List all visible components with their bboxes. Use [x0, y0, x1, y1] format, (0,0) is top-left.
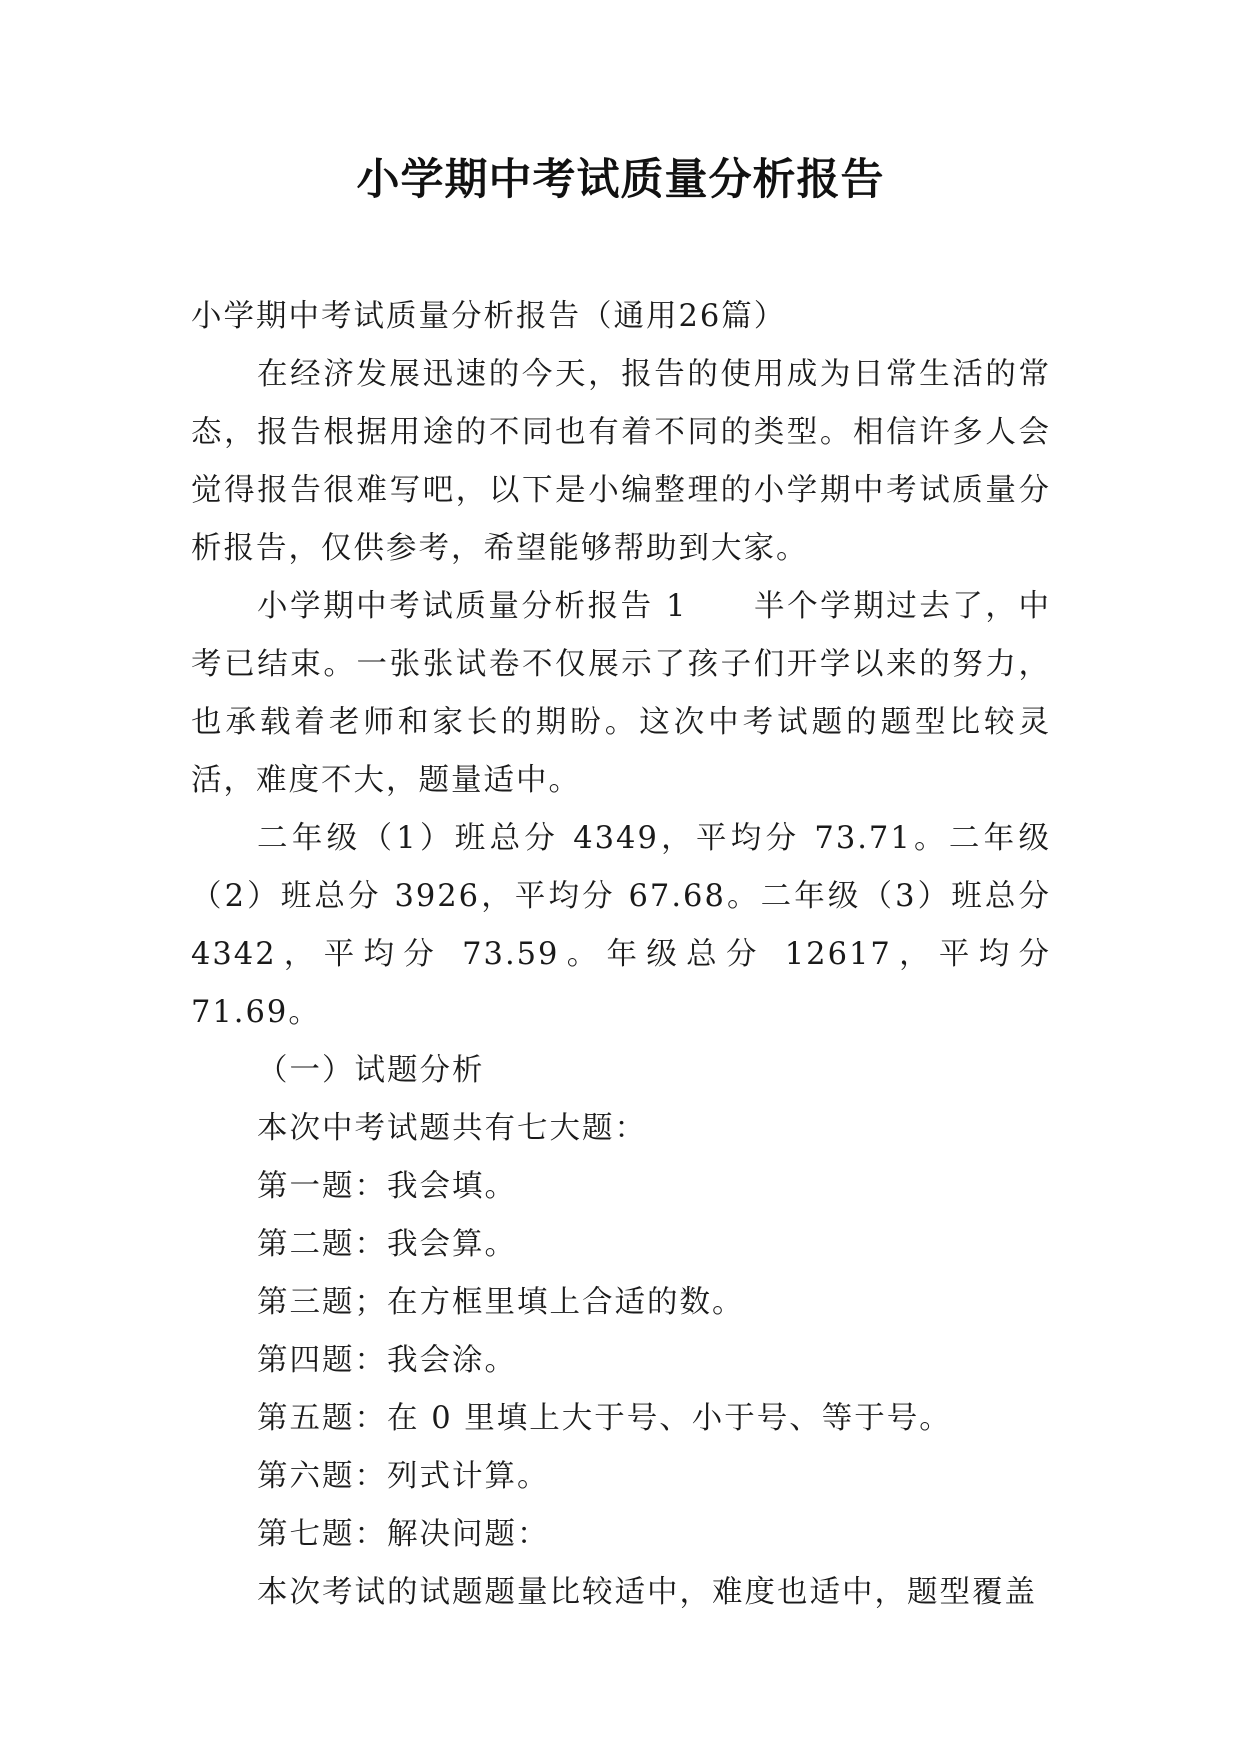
question-item: 第三题；在方框里填上合适的数。	[257, 1285, 745, 1320]
subtitle-paragraph: 小学期中考试质量分析报告（通用26篇）	[191, 299, 787, 334]
intro-paragraph: 在经济发展迅速的今天，报告的使用成为日常生活的常态，报告根据用途的不同也有着不同的类型。相信许多人会觉得报告很难写吧，以下是小编整理的小学期中考试质量分析报告，仅供参考，希望能够帮助到大家。	[191, 357, 1051, 566]
question-count-paragraph: 本次中考试题共有七大题：	[257, 1111, 647, 1146]
report-1-paragraph: 小学期中考试质量分析报告 1 半个学期过去了，中考已结束。一张张试卷不仅展示了孩子们开学以来的努力，也承载着老师和家长的期盼。这次中考试题的题型比较灵活，难度不大，题量适中。	[191, 589, 1051, 798]
question-item: 第五题：在 0 里填上大于号、小于号、等于号。	[257, 1401, 952, 1436]
question-item: 第七题：解决问题：	[257, 1517, 550, 1552]
question-item: 第六题：列式计算。	[257, 1459, 550, 1494]
question-item: 第一题：我会填。	[257, 1169, 517, 1204]
scores-paragraph: 二年级（1）班总分 4349，平均分 73.71。二年级（2）班总分 3926，平均分 67.68。二年级（3）班总分 4342，平均分 73.59。年级总分 12617，平均分 71.69。	[191, 821, 1051, 1030]
document-title: 小学期中考试质量分析报告	[356, 155, 885, 205]
section-heading: （一）试题分析	[257, 1053, 485, 1088]
summary-paragraph: 本次考试的试题题量比较适中，难度也适中，题型覆盖	[257, 1575, 1037, 1610]
question-item: 第四题：我会涂。	[257, 1343, 517, 1378]
question-item: 第二题：我会算。	[257, 1227, 517, 1262]
document-body	[191, 288, 1051, 1622]
